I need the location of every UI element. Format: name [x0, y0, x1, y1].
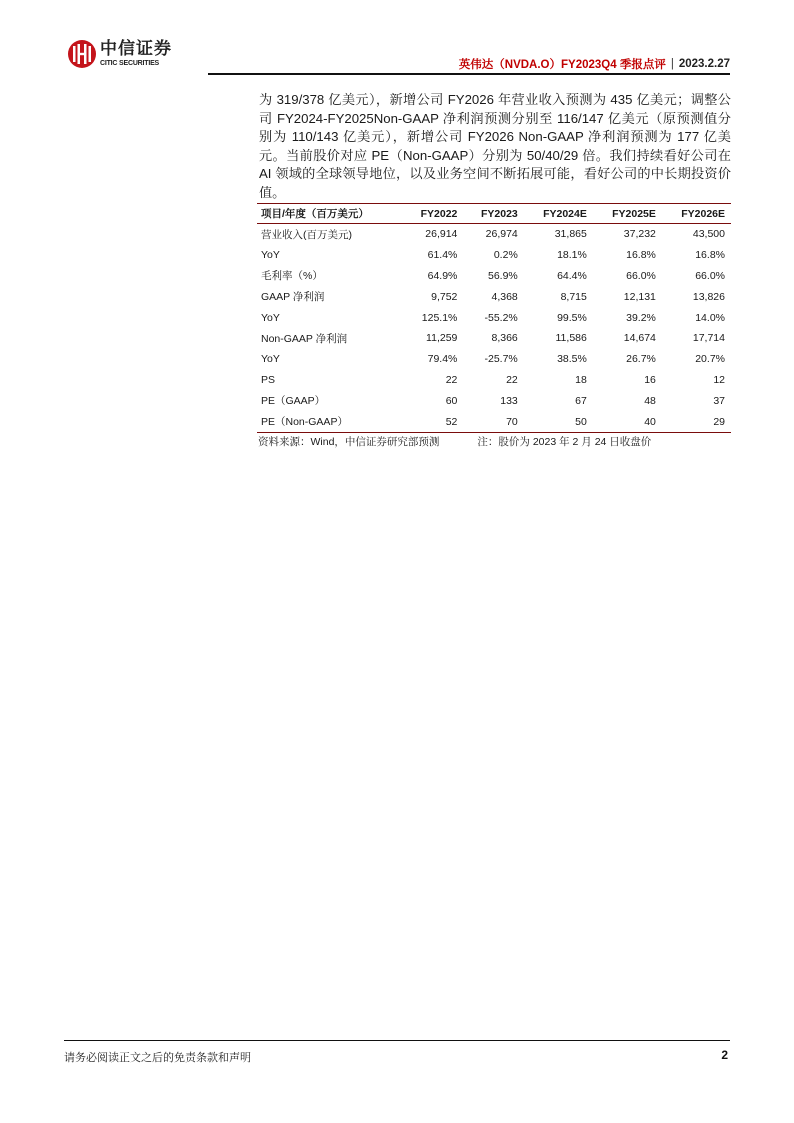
page-number: 2: [721, 1048, 728, 1062]
column-header: FY2026E: [681, 207, 725, 220]
table-cell: 60: [445, 394, 458, 407]
table-row: [257, 411, 731, 432]
table-cell: 31,865: [554, 228, 587, 241]
footer-disclaimer: 请务必阅读正文之后的免责条款和声明: [64, 1052, 251, 1064]
row-label: PE（Non-GAAP）: [261, 416, 348, 429]
table-cell: 13,826: [692, 290, 725, 303]
row-label: PS: [261, 373, 276, 386]
table-cell: 79.4%: [427, 353, 458, 366]
column-header: 项目/年度（百万美元）: [261, 208, 369, 220]
financial-forecast-table: [257, 203, 731, 433]
table-cell: 67: [575, 394, 587, 407]
row-label: YoY: [261, 249, 280, 262]
table-cell: 16: [644, 373, 656, 386]
table-cell: -55.2%: [484, 311, 518, 324]
table-row: [257, 266, 731, 287]
row-label: 毛利率（%）: [261, 270, 323, 283]
table-cell: 64.9%: [427, 269, 458, 282]
table-cell: 14.0%: [695, 311, 725, 324]
table-cell: 26.7%: [626, 353, 656, 366]
table-cell: 38.5%: [557, 353, 587, 366]
table-cell: 43,500: [692, 228, 725, 241]
table-cell: 133: [500, 394, 518, 407]
table-cell: 0.2%: [493, 249, 518, 262]
table-cell: 18.1%: [557, 249, 587, 262]
table-cell: 39.2%: [626, 311, 656, 324]
table-cell: 37,232: [623, 228, 656, 241]
header-separator: |: [670, 58, 674, 70]
table-cell: 56.9%: [488, 269, 518, 282]
table-cell: 12: [713, 373, 725, 386]
report-header: [459, 56, 730, 72]
table-cell: 66.0%: [626, 269, 656, 282]
price-note: 注：股价为 2023 年 2 月 24 日收盘价: [477, 436, 652, 448]
table-header-row: [257, 204, 731, 224]
table-cell: 50: [575, 415, 587, 428]
table-cell: 17,714: [692, 332, 725, 345]
column-header: FY2023: [481, 207, 518, 220]
table-cell: 22: [445, 373, 458, 386]
row-label: YoY: [261, 311, 280, 324]
table-cell: 125.1%: [421, 311, 458, 324]
table-cell: 22: [506, 373, 518, 386]
citic-logo-icon: [68, 40, 96, 68]
row-label: GAAP 净利润: [261, 291, 325, 304]
table-cell: 8,715: [560, 290, 587, 303]
table-cell: 37: [713, 394, 725, 407]
table-cell: 11,586: [555, 332, 587, 345]
logo-english-name: CITIC SECURITIES: [100, 60, 160, 67]
citic-logo: [68, 40, 172, 68]
table-cell: 66.0%: [695, 269, 725, 282]
table-row: [257, 245, 731, 266]
body-paragraph-block: [259, 91, 731, 203]
column-header: FY2022: [420, 207, 458, 220]
table-cell: 61.4%: [427, 249, 458, 262]
table-row: [257, 390, 731, 411]
body-paragraph: 为 319/378 亿美元），新增公司 FY2026 年营业收入预测为 435 亿美元；调整公司 FY2024-FY2025Non-GAAP 净利润预测分别至 116/147 亿美元（原预测值分别为 110/143 亿美元），新增公司 FY2026 Non-GAAP 净利润预测为 177 亿美元。当前股价对应 PE（Non-GAAP）分别为 50/40/29 倍。我们持续看好公司在 AI 领域的全球领导地位，以及业务空间不断拓展可能，看好公司的中长期投资价值。: [259, 92, 731, 200]
column-header: FY2025E: [612, 207, 656, 220]
table-row: [257, 307, 731, 328]
row-label: Non-GAAP 净利润: [261, 332, 348, 345]
header-divider: [208, 73, 730, 75]
table-cell: 26,914: [425, 228, 458, 241]
table-row: [257, 328, 731, 349]
table-cell: 14,674: [623, 332, 656, 345]
data-source: 资料来源：Wind，中信证券研究部预测: [258, 436, 440, 448]
table-cell: 4,368: [491, 290, 518, 303]
table-cell: 16.8%: [695, 249, 725, 262]
table-cell: 40: [644, 415, 656, 428]
table-source-line: [258, 434, 651, 449]
report-date: 2023.2.27: [678, 58, 730, 70]
column-header: FY2024E: [543, 207, 587, 220]
table-cell: 9,752: [431, 290, 458, 303]
row-label: PE（GAAP）: [261, 395, 326, 408]
row-label: 营业收入(百万美元): [261, 228, 352, 241]
table-cell: 11,259: [426, 332, 458, 345]
table-row: [257, 286, 731, 307]
table-cell: 52: [445, 415, 458, 428]
table-cell: 18: [575, 373, 587, 386]
table-cell: 70: [506, 415, 518, 428]
table-cell: 20.7%: [695, 353, 725, 366]
footer-divider: [64, 1040, 730, 1041]
table-cell: 12,131: [623, 290, 656, 303]
table-row: [257, 370, 731, 391]
row-label: YoY: [261, 353, 280, 366]
logo-chinese-name: 中信证券: [100, 39, 172, 59]
table-cell: 26,974: [485, 228, 518, 241]
table-cell: 29: [713, 415, 725, 428]
table-cell: 16.8%: [626, 249, 656, 262]
table-cell: 8,366: [491, 332, 518, 345]
report-title: 英伟达（NVDA.O）FY2023Q4 季报点评: [458, 59, 666, 71]
table-cell: 48: [644, 394, 656, 407]
table-row: [257, 349, 731, 370]
table-cell: 64.4%: [557, 269, 587, 282]
table-row: [257, 224, 731, 245]
table-cell: -25.7%: [484, 353, 518, 366]
table-cell: 99.5%: [557, 311, 587, 324]
